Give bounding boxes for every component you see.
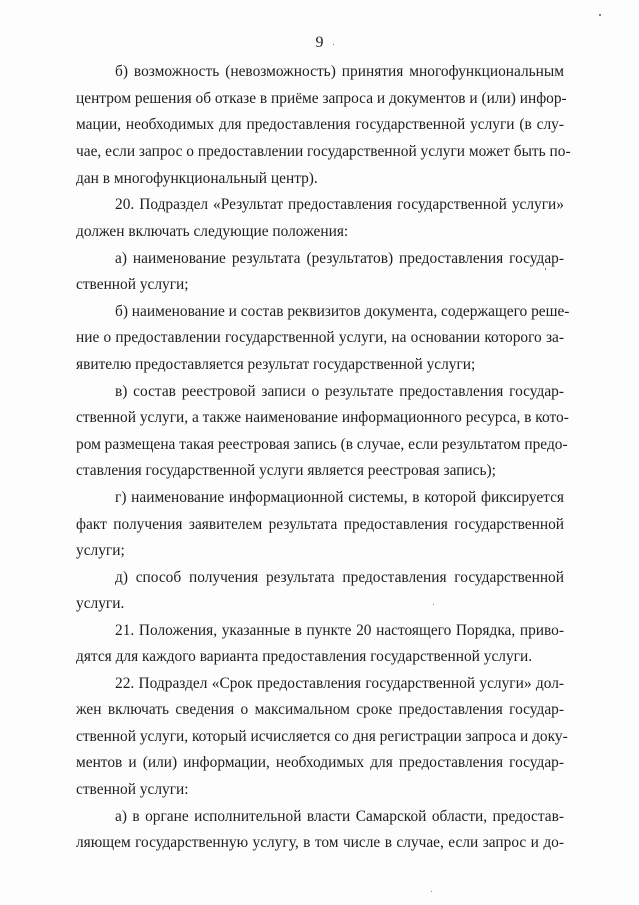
text-line: б) возможность (невозможность) принятия многофункциональным (115, 63, 564, 80)
scan-speck (545, 268, 546, 270)
scan-speck (431, 891, 432, 892)
text-line: д) способ получения результата предоставления государственной (115, 569, 564, 586)
page-number: 9 (315, 34, 324, 51)
text-line: должен включать следующие положения: (76, 223, 349, 240)
text-line: 22. Подраздел «Срок предоставления государственной услуги» дол- (115, 675, 564, 692)
scan-speck (599, 14, 601, 16)
text-line: ром размещена такая реестровая запись (в случае, если результатом предо- (76, 436, 568, 453)
scan-speck (433, 604, 434, 605)
text-line: мации, необходимых для предоставления государственной услуги (в слу- (76, 116, 564, 133)
text-line: явителю предоставляется результат государственной услуги; (76, 356, 476, 373)
text-line: чае, если запрос о предоставлении государственной услуги может быть по- (76, 143, 571, 160)
text-line: ставления государственной услуги является реестровая запись); (76, 462, 496, 479)
text-line: ние о предоставлении государственной услуги, на основании которого за- (76, 329, 564, 346)
text-line: ментов и (или) информации, необходимых для предоставления государ- (76, 754, 564, 771)
scan-speck (333, 44, 334, 45)
text-line: дан в многофункциональный центр). (76, 170, 318, 187)
text-line: б) наименование и состав реквизитов документа, содержащего реше- (115, 303, 570, 320)
text-line: центром решения об отказе в приёме запроса и документов и (или) инфор- (76, 90, 567, 107)
text-line: услуги. (76, 595, 125, 612)
text-line: ляющем государственную услугу, в том числе в случае, если запрос и до- (76, 834, 564, 851)
text-line: а) наименование результата (результатов) предоставления государ- (115, 250, 564, 267)
text-line: ственной услуги; (76, 276, 189, 293)
text-line: ственной услуги: (76, 781, 189, 798)
text-line: факт получения заявителем результата предоставления государственной (76, 516, 564, 533)
text-line: в) состав реестровой записи о результате предоставления государ- (115, 383, 564, 400)
text-line: 21. Положения, указанные в пункте 20 настоящего Порядка, приво- (115, 622, 564, 639)
text-line: 20. Подраздел «Результат предоставления государственной услуги» (115, 196, 564, 213)
text-line: жен включать сведения о максимальном сроке предоставления государ- (76, 701, 564, 718)
text-line: г) наименование информационной системы, в которой фиксируется (115, 489, 564, 506)
text-line: услуги; (76, 542, 125, 559)
text-line: ственной услуги, а также наименование информационного ресурса, в кото- (76, 409, 569, 426)
text-line: дятся для каждого варианта предоставления государственной услуги. (76, 648, 533, 665)
text-line: ственной услуги, который исчисляется со дня регистрации запроса и доку- (76, 728, 568, 745)
text-line: а) в органе исполнительной власти Самарской области, предостав- (115, 808, 564, 825)
